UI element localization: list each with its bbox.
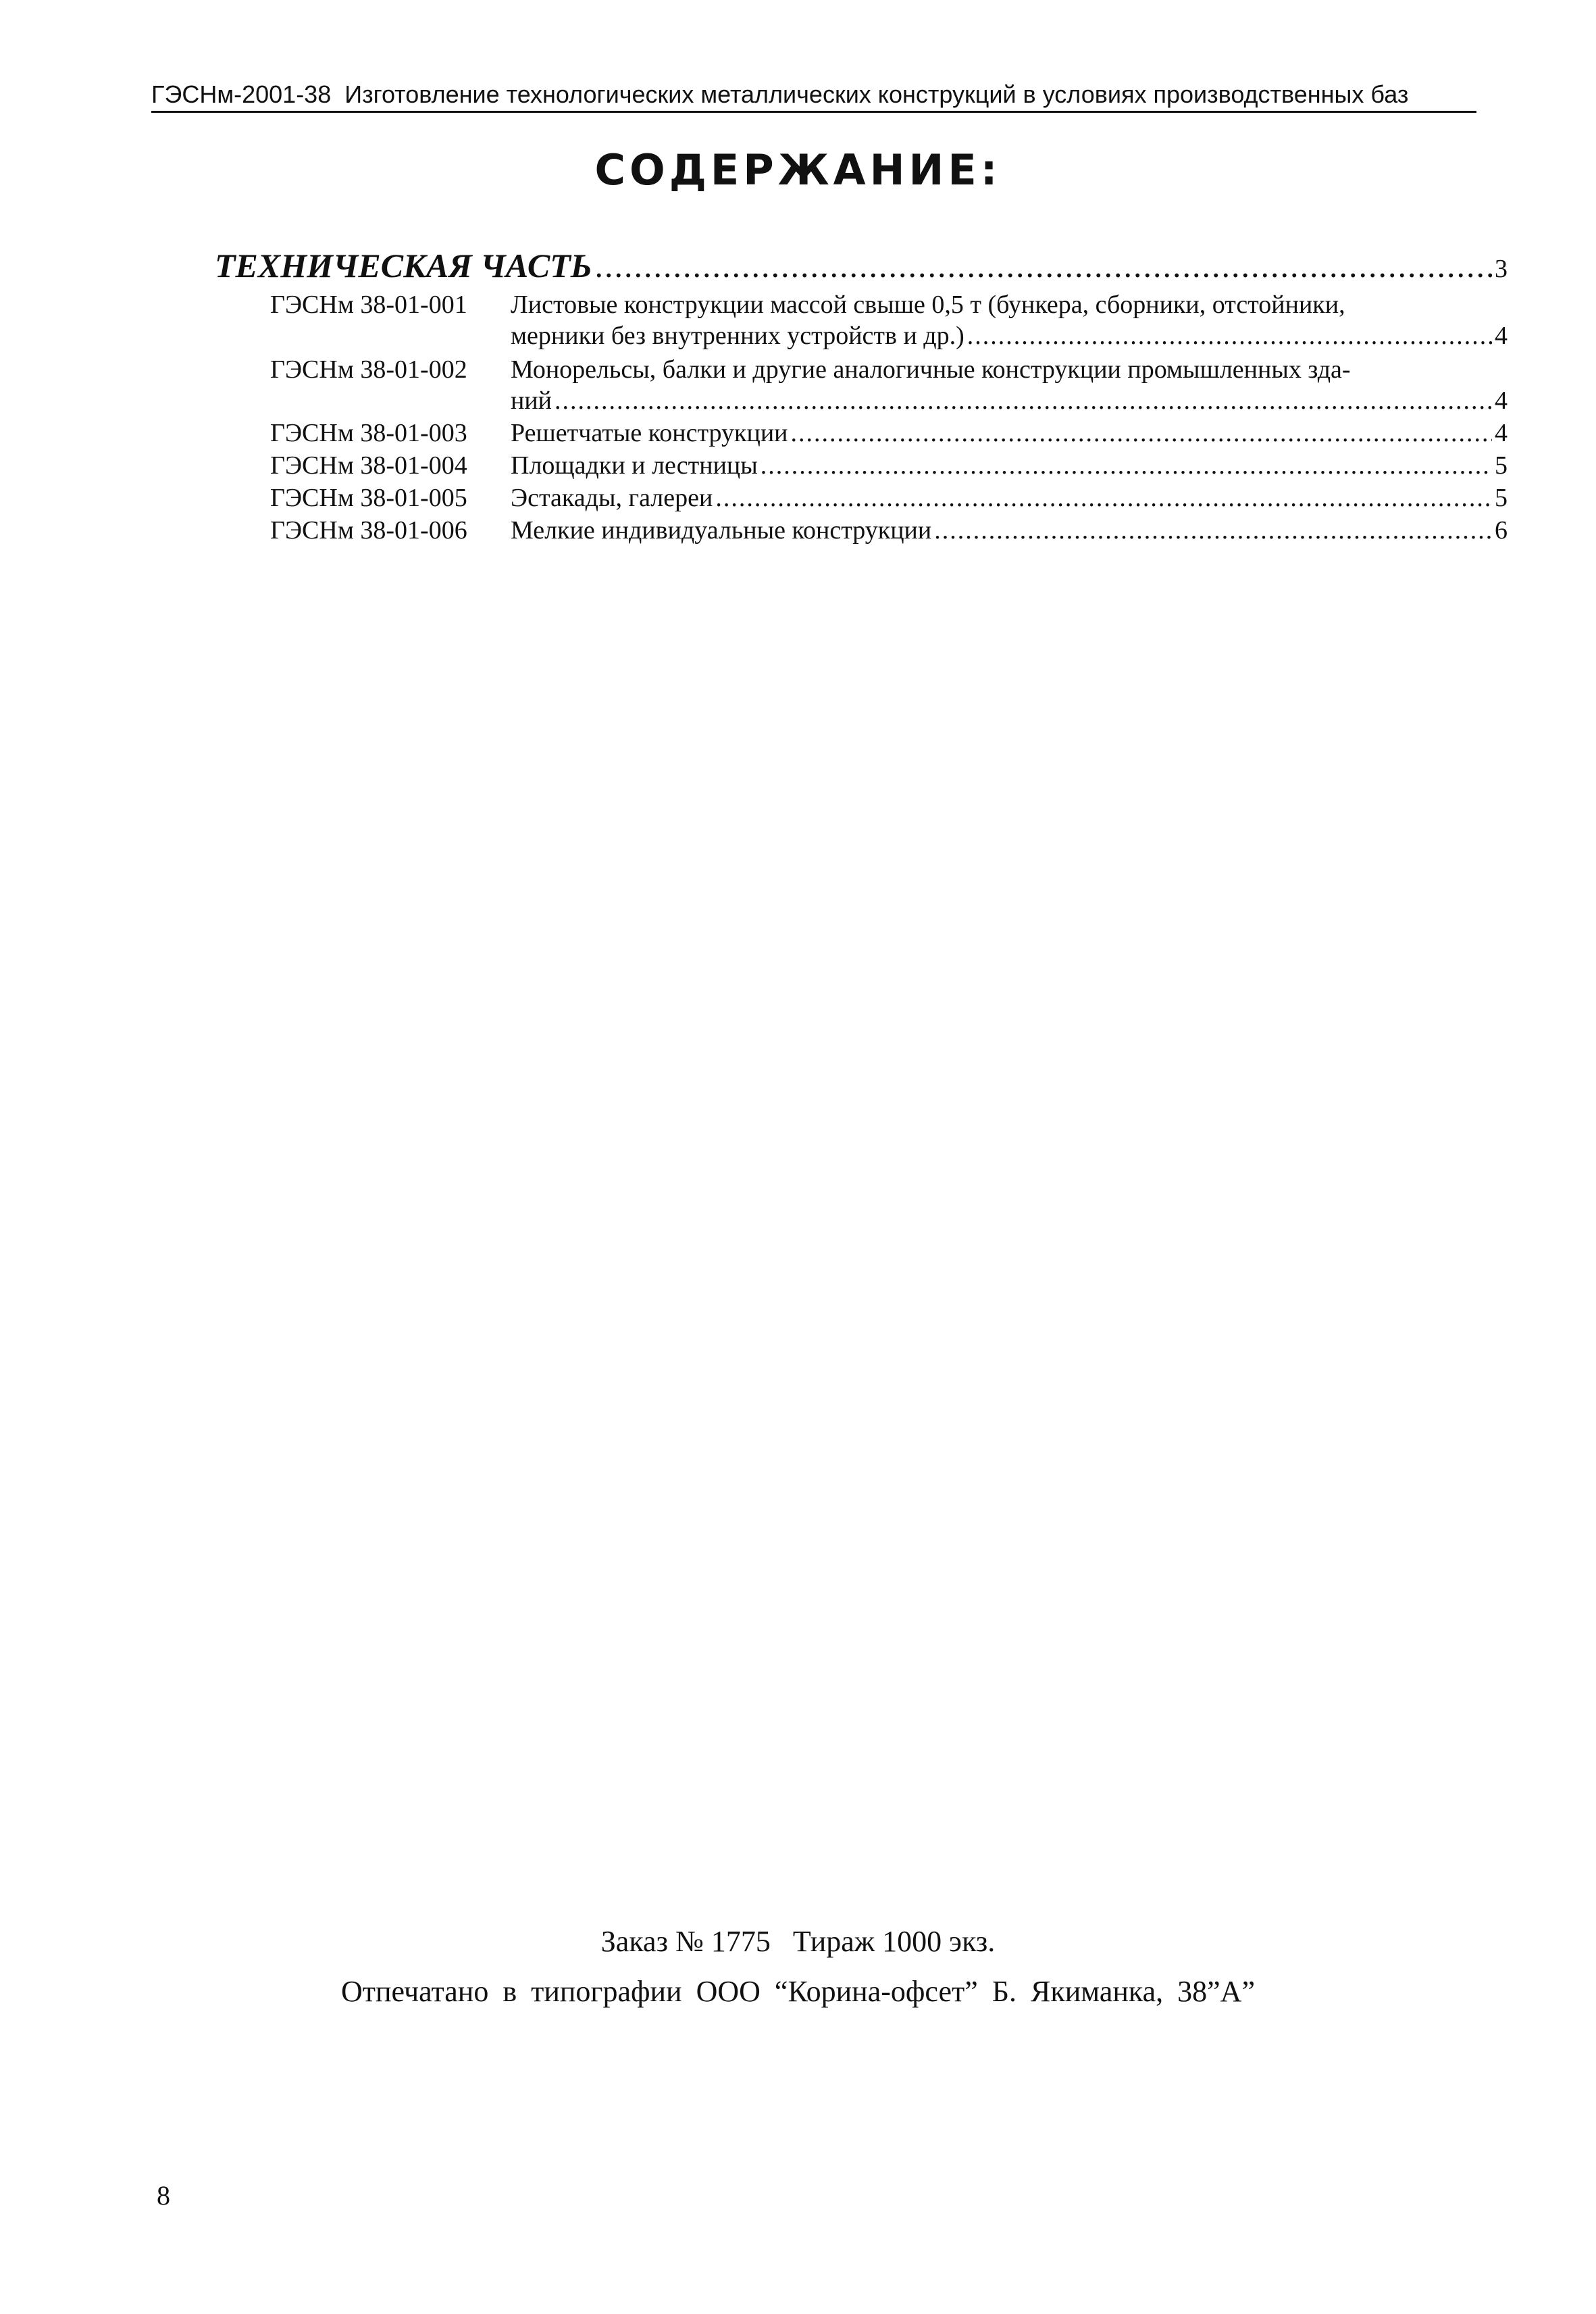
toc-entry-2[interactable] [511,385,1508,416]
toc-leader [791,418,1492,449]
page-title: СОДЕРЖАНИЕ: [594,145,1002,195]
toc-entry-text: Эстакады, галереи [511,484,713,512]
toc-leader [761,450,1492,481]
running-header [151,80,1476,113]
toc-entry-code: ГЭСНм 38-01-005 [270,484,467,512]
toc-page-number: 4 [1495,322,1508,350]
toc-entry-text: ний [511,386,552,415]
toc-page-number: 4 [1495,386,1508,415]
toc-entry-code: ГЭСНм 38-01-006 [270,516,467,545]
toc-part-label: ТЕХНИЧЕСКАЯ ЧАСТЬ [215,247,592,284]
toc-entry-3[interactable] [511,418,1508,449]
imprint-order-info: Заказ № 1775 Тираж 1000 экз. [600,1925,996,1958]
toc-entry-text[interactable]: Монорельсы, балки и другие аналогичные конструкции промышленных зда- [511,355,1351,384]
toc-entry-code: ГЭСНм 38-01-001 [270,291,467,319]
toc-leader [555,385,1492,416]
toc-part-technical[interactable] [215,245,1508,290]
toc-entry-5[interactable] [511,482,1508,513]
toc-entry-text: Мелкие индивидуальные конструкции [511,516,932,545]
toc-entry-text: мерники без внутренних устройств и др.) [511,322,964,350]
toc-page-number: 5 [1495,451,1508,480]
toc-page-number: 3 [1495,255,1508,283]
header-document-title: Изготовление технологических металлических конструкций в условиях производственных баз [344,80,1409,108]
toc-entry-6[interactable] [511,515,1508,546]
imprint-printer-info: Отпечатано в типографии ООО “Корина-офсет” Б. Якиманка, 38”А” [340,1975,1255,2008]
page-number: 8 [157,2180,170,2211]
toc-leader [594,245,1492,286]
header-document-code: ГЭСНм-2001-38 [151,80,332,108]
toc-entry-1[interactable] [511,320,1508,351]
toc-leader [934,515,1492,546]
toc-leader [715,482,1492,513]
toc-entry-text: Решетчатые конструкции [511,419,788,447]
toc-entry-code: ГЭСНм 38-01-004 [270,451,467,480]
toc-page-number: 4 [1495,419,1508,447]
toc-entry-code: ГЭСНм 38-01-003 [270,419,467,447]
toc-entry-4[interactable] [511,450,1508,481]
toc-page-number: 5 [1495,484,1508,512]
toc-entry-text[interactable]: Листовые конструкции массой свыше 0,5 т (бункера, сборники, отстойники, [511,291,1345,319]
toc-entry-code: ГЭСНм 38-01-002 [270,355,467,384]
toc-page-number: 6 [1495,516,1508,545]
toc-entry-text: Площадки и лестницы [511,451,758,480]
toc-leader [967,320,1492,351]
